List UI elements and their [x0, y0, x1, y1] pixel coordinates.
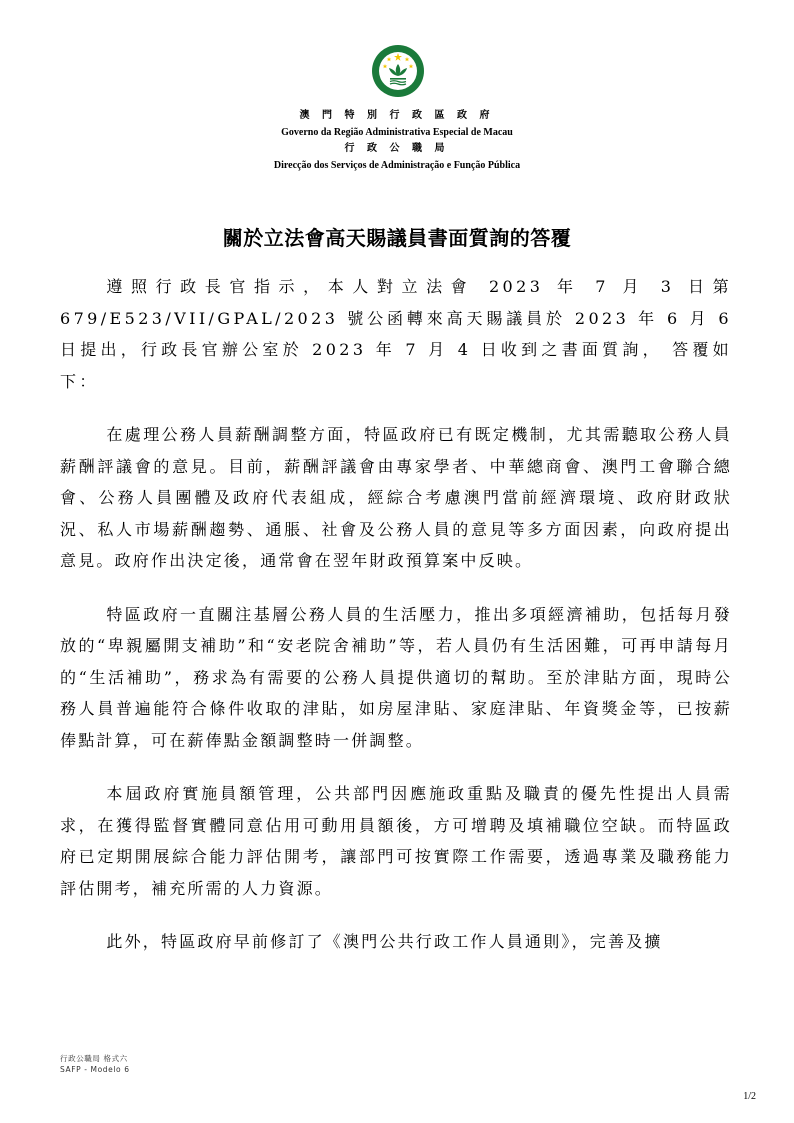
- document-title: 關於立法會高天賜議員書面質詢的答覆: [222, 226, 572, 250]
- letterhead: [0, 108, 794, 174]
- macau-emblem: [371, 44, 425, 98]
- government-name-pt: Governo da Região Administrativa Especial de Macau: [281, 126, 513, 138]
- department-name-pt: Direcção dos Serviços de Administração e Função Pública: [273, 159, 521, 171]
- government-name-zh: 澳 門 特 別 行 政 區 政 府: [299, 110, 495, 121]
- paragraph: 本屆政府實施員額管理，公共部門因應施政重點及職責的優先性提出人員需求，在獲得監督實體同意佔用可動用員額後，方可增聘及填補職位空缺。而特區政府已定期開展綜合能力評估開考，讓部門可按實際工作需要，透過專業及職務能力評估開考，補充所需的人力資源。: [60, 784, 732, 898]
- paragraph: 特區政府一直關注基層公務人員的生活壓力，推出多項經濟補助，包括每月發放的“卑親屬開支補助”和“安老院舍補助”等，若人員仍有生活困難，可再申請每月的“生活補助”，務求為有需要的公務人員提供適切的幫助。至於津貼方面，現時公務人員普遍能符合條件收取的津貼，如房屋津貼、家庭津貼、年資獎金等，已按薪俸點計算，可在薪俸點金額調整時一併調整。: [60, 604, 732, 750]
- paragraph: 此外，特區政府早前修訂了《澳門公共行政工作人員通則》，完善及擴: [106, 932, 663, 951]
- document-body: [60, 271, 732, 980]
- form-code-pt: SAFP - Modelo 6: [60, 1065, 130, 1074]
- paragraph: 在處理公務人員薪酬調整方面，特區政府已有既定機制，尤其需聽取公務人員薪酬評議會的意見。目前，薪酬評議會由專家學者、中華總商會、澳門工會聯合總會、公務人員團體及政府代表組成，經綜合考慮澳門當前經濟環境、政府財政狀況、私人市場薪酬趨勢、通脹、社會及公務人員的意見等多方面因素，向政府提出意見。政府作出決定後，通常會在翌年財政預算案中反映。: [60, 425, 732, 570]
- paragraph-intro: 遵照行政長官指示，本人對立法會 2023 年 7 月 3 日第 679/E523/VII/GPAL/2023 號公函轉來高天賜議員於 2023 年 6 月 6 日提出，行政長官辦公室於 2023 年 7 月 4 日收到之書面質詢， 答覆如下：: [60, 277, 732, 391]
- page-number: 1/2: [743, 1091, 756, 1102]
- form-code-zh: 行政公職局 格式六: [60, 1054, 128, 1063]
- form-footer: [60, 1053, 130, 1075]
- department-name-zh: 行 政 公 職 局: [344, 143, 450, 154]
